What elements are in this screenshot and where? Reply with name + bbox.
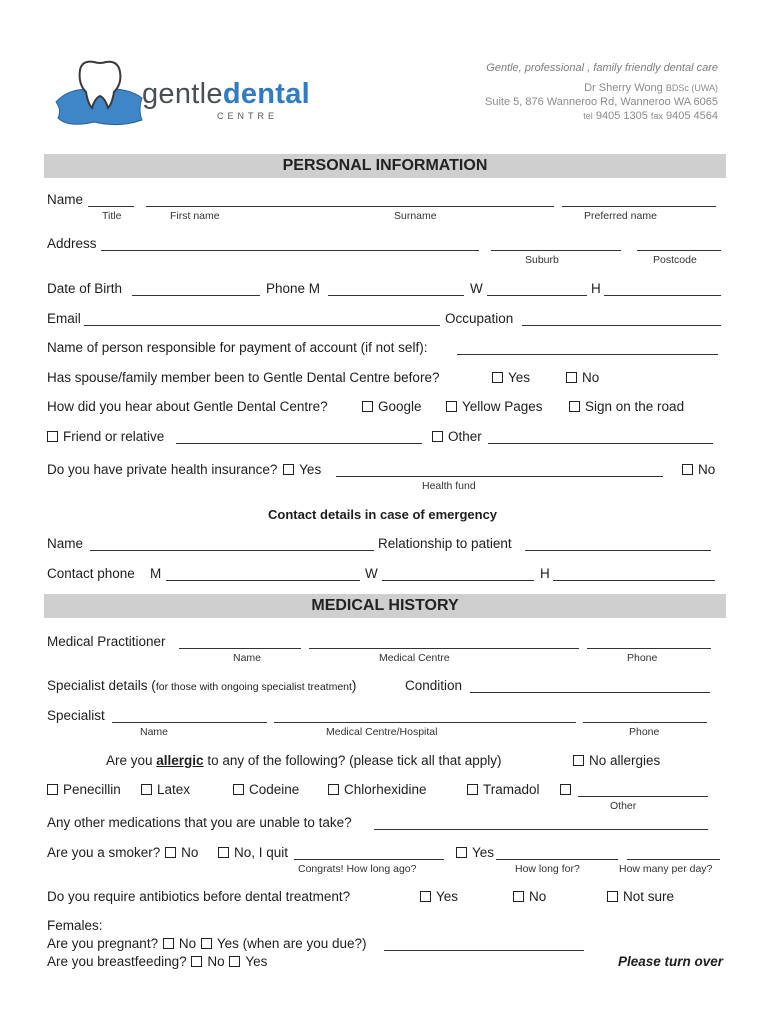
checkbox-icon[interactable] [432,431,443,442]
other-allergy-field[interactable] [578,796,708,797]
checkbox-icon[interactable] [573,755,584,766]
contact-phone-label: Contact phone [47,566,135,581]
checkbox-icon[interactable] [165,847,176,858]
checkbox-icon[interactable] [328,784,339,795]
phone-m-label: Phone M [266,281,321,296]
smoker-quit-option[interactable]: No, I quit [218,845,288,860]
postcode-field[interactable] [637,250,721,251]
checkbox-icon[interactable] [191,956,202,967]
females-label: Females: [47,918,103,933]
dob-field[interactable] [132,295,260,296]
insurance-no-option[interactable]: No [682,462,715,477]
occupation-field[interactable] [522,325,721,326]
logo [50,58,320,128]
specialist-centre-caption: Medical Centre/Hospital [326,726,438,738]
hear-question: How did you hear about Gentle Dental Centre? [47,399,328,414]
spouse-question: Has spouse/family member been to Gentle Dental Centre before? [47,370,440,385]
yellow-pages-option[interactable]: Yellow Pages [446,399,543,414]
practitioner-label: Medical Practitioner [47,634,166,649]
tramadol-option[interactable]: Tramadol [467,782,540,797]
other-meds-field[interactable] [374,829,708,830]
relationship-field[interactable] [525,550,711,551]
smoker-yes-option[interactable]: Yes [456,845,494,860]
suburb-caption: Suburb [525,254,559,266]
practitioner-centre-field[interactable] [309,648,579,649]
checkbox-icon[interactable] [233,784,244,795]
turn-over-note: Please turn over [618,954,724,969]
doctor-line: Dr Sherry Wong BDSc (UWA) [584,82,718,94]
occupation-label: Occupation [445,311,514,326]
other-allergy-option[interactable] [560,782,576,797]
quit-how-long-caption: Congrats! How long ago? [298,863,417,875]
checkbox-icon[interactable] [682,464,693,475]
practitioner-name-caption: Name [233,652,262,664]
specialist-centre-field[interactable] [274,722,576,723]
condition-label: Condition [405,678,463,693]
logo-wordmark: gentledental [142,78,311,110]
smoke-how-long-caption: How long for? [515,863,580,875]
codeine-option[interactable]: Codeine [233,782,299,797]
checkbox-icon[interactable] [141,784,152,795]
smoke-per-day-field[interactable] [627,859,720,860]
checkbox-icon[interactable] [201,938,212,949]
checkbox-icon[interactable] [283,464,294,475]
emergency-heading: Contact details in case of emergency [268,507,498,522]
practitioner-name-field[interactable] [179,648,301,649]
checkbox-icon[interactable] [362,401,373,412]
emergency-name-label: Name [47,536,84,551]
title-field[interactable] [88,206,134,207]
checkbox-icon[interactable] [566,372,577,383]
pregnant-question: Are you pregnant? No Yes (when are you due?) [47,936,367,951]
phone-m-field[interactable] [328,295,464,296]
surname-caption: Surname [394,210,437,222]
phone-w-field[interactable] [487,295,587,296]
preferred-name-caption: Preferred name [584,210,657,222]
checkbox-icon[interactable] [607,891,618,902]
checkbox-icon[interactable] [560,784,571,795]
other-source-field[interactable] [488,443,713,444]
antibiotics-not-sure-option[interactable]: Not sure [607,889,674,904]
antibiotics-question: Do you require antibiotics before dental treatment? [47,889,351,904]
checkbox-icon[interactable] [492,372,503,383]
specialist-details-label: Specialist details (for those with ongoing specialist treatment) [47,678,357,693]
sign-option[interactable]: Sign on the road [569,399,684,414]
specialist-name-caption: Name [140,726,169,738]
no-allergies-option[interactable]: No allergies [573,753,660,768]
checkbox-icon[interactable] [456,847,467,858]
practitioner-centre-caption: Medical Centre [379,652,450,664]
health-fund-field[interactable] [336,476,663,477]
due-date-field[interactable] [384,950,584,951]
first-name-caption: First name [170,210,220,222]
insurance-question: Do you have private health insurance? Yes [47,462,322,477]
contact-m-field[interactable] [166,580,360,581]
contact-numbers: tel 9405 1305 fax 9405 4564 [583,110,718,122]
suburb-field[interactable] [491,250,621,251]
other-meds-question: Any other medications that you are unable to take? [47,815,352,830]
specialist-name-field[interactable] [112,722,267,723]
checkbox-icon[interactable] [163,938,174,949]
phone-h-field[interactable] [604,295,721,296]
other-allergy-caption: Other [610,800,637,812]
relationship-label: Relationship to patient [378,536,512,551]
payer-label: Name of person responsible for payment of account (if not self): [47,340,428,355]
checkbox-icon[interactable] [446,401,457,412]
contact-w-label: W [365,566,378,581]
spouse-yes-option[interactable]: Yes [492,370,530,385]
checkbox-icon[interactable] [218,847,229,858]
checkbox-icon[interactable] [569,401,580,412]
personal-information-heading: PERSONAL INFORMATION [44,154,726,178]
emergency-name-field[interactable] [90,550,374,551]
practitioner-phone-field[interactable] [587,648,711,649]
contact-h-field[interactable] [553,580,715,581]
antibiotics-no-option[interactable]: No [513,889,546,904]
checkbox-icon[interactable] [513,891,524,902]
tagline: Gentle, professional , family friendly dental care [486,62,718,74]
name-label: Name [47,192,84,207]
address-field[interactable] [101,250,479,251]
google-option[interactable]: Google [362,399,422,414]
spouse-no-option[interactable]: No [566,370,599,385]
contact-m-label: M [150,566,162,581]
checkbox-icon[interactable] [47,431,58,442]
breastfeeding-question: Are you breastfeeding? No Yes [47,954,268,969]
phone-h-label: H [591,281,601,296]
contact-h-label: H [540,566,550,581]
friend-field[interactable] [176,443,422,444]
latex-option[interactable]: Latex [141,782,190,797]
health-fund-caption: Health fund [422,480,476,492]
antibiotics-yes-option[interactable]: Yes [420,889,458,904]
friend-option[interactable]: Friend or relative [47,429,164,444]
title-caption: Title [102,210,122,222]
dob-label: Date of Birth [47,281,123,296]
tooth-pillow-icon [50,58,150,128]
allergy-question: Are you allergic to any of the following? (please tick all that apply) [106,753,502,768]
address-label: Address [47,236,97,251]
checkbox-icon[interactable] [467,784,478,795]
other-source-option[interactable]: Other [432,429,482,444]
practitioner-phone-caption: Phone [627,652,658,664]
full-name-field[interactable] [146,206,554,207]
checkbox-icon[interactable] [420,891,431,902]
checkbox-icon[interactable] [47,784,58,795]
email-field[interactable] [84,325,440,326]
email-label: Email [47,311,81,326]
checkbox-icon[interactable] [229,956,240,967]
specialist-phone-caption: Phone [629,726,660,738]
medical-history-heading: MEDICAL HISTORY [44,594,726,618]
contact-w-field[interactable] [382,580,534,581]
specialist-label: Specialist [47,708,105,723]
smoke-how-long-field[interactable] [496,859,618,860]
penecillin-option[interactable]: Penecillin [47,782,121,797]
phone-w-label: W [470,281,483,296]
payer-field[interactable] [457,354,718,355]
smoker-question: Are you a smoker? No [47,845,199,860]
quit-how-long-field[interactable] [294,859,444,860]
logo-centre-text: CENTRE [217,111,279,121]
preferred-name-field[interactable] [562,206,716,207]
postcode-caption: Postcode [653,254,697,266]
clinic-address: Suite 5, 876 Wanneroo Rd, Wanneroo WA 6065 [485,96,718,108]
chlorhexidine-option[interactable]: Chlorhexidine [328,782,427,797]
condition-field[interactable] [470,692,710,693]
smoke-per-day-caption: How many per day? [619,863,713,875]
specialist-phone-field[interactable] [583,722,707,723]
